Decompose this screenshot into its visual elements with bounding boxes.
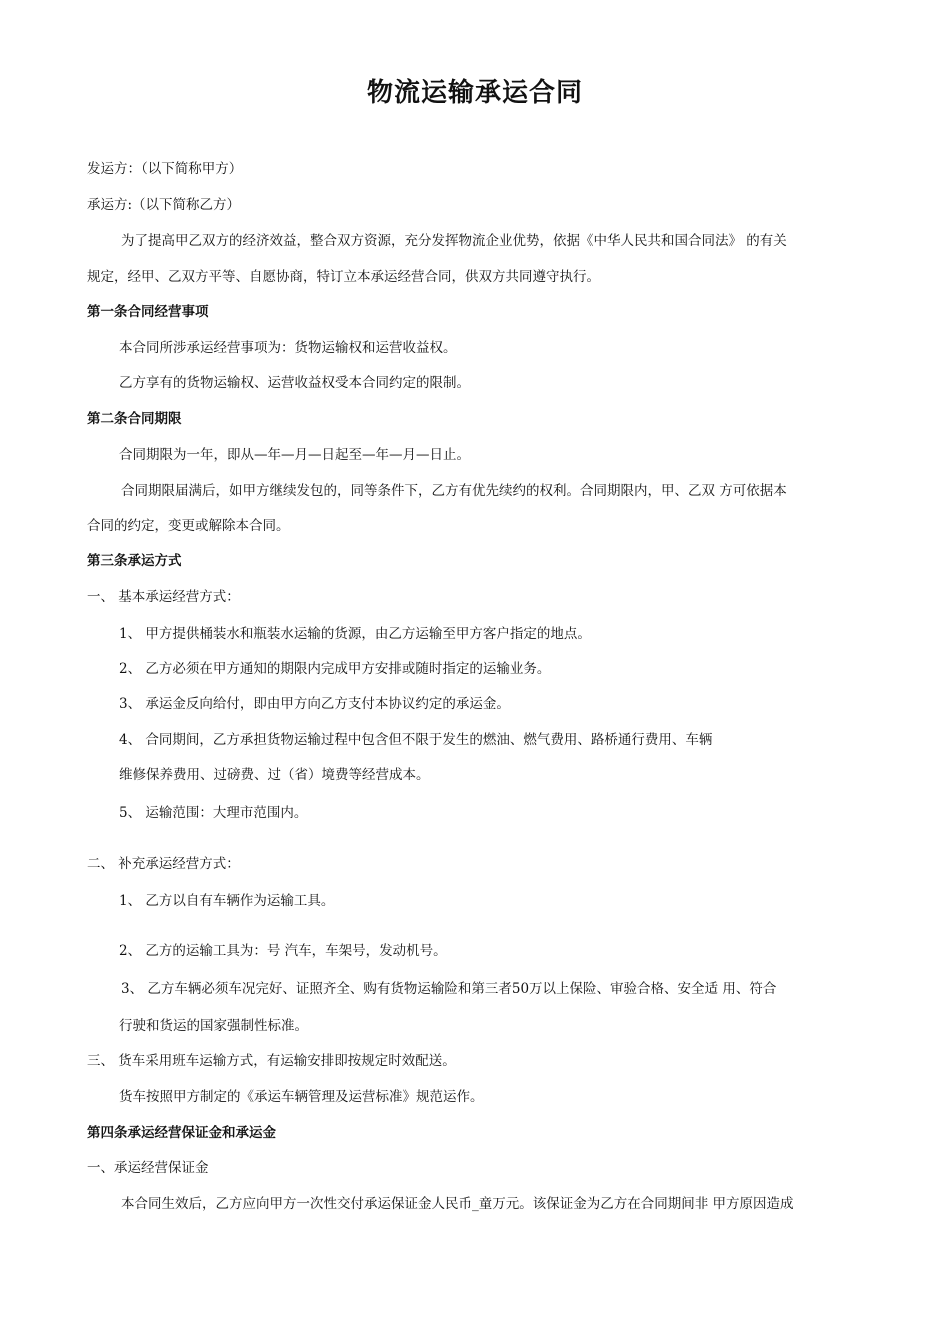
article-3-section-2-item-continuation: 行驶和货运的国家强制性标准。 bbox=[119, 1018, 308, 1034]
article-3-section-1-item: 2、 乙方必须在甲方通知的期限内完成甲方安排或随时指定的运输业务。 bbox=[119, 661, 551, 677]
article-4-section-1-title: 一、承运经营保证金 bbox=[87, 1160, 209, 1176]
article-3-section-1-title: 一、 基本承运经营方式： bbox=[87, 589, 240, 605]
article-4-heading: 第四条承运经营保证金和承运金 bbox=[87, 1125, 276, 1141]
article-3-section-3-title: 三、 货车采用班车运输方式，有运输安排即按规定时效配送。 bbox=[87, 1053, 456, 1069]
article-3-section-1-item: 5、 运输范围：大理市范围内。 bbox=[119, 805, 308, 821]
article-2-paragraph-2-line-2: 合同的约定，变更或解除本合同。 bbox=[87, 518, 290, 534]
article-3-section-2-item: 3、 乙方车辆必须车况完好、证照齐全、购有货物运输险和第三者50万以上保险、审验合格、安全适 用、符合 bbox=[121, 981, 777, 997]
party-a-line: 发运方：（以下简称甲方） bbox=[87, 161, 243, 177]
article-3-section-2-item: 1、 乙方以自有车辆作为运输工具。 bbox=[119, 893, 335, 909]
article-3-section-1-item: 1、 甲方提供桶装水和瓶装水运输的货源，由乙方运输至甲方客户指定的地点。 bbox=[119, 626, 591, 642]
article-3-section-2-item: 2、 乙方的运输工具为：号 汽车，车架号，发动机号。 bbox=[119, 943, 447, 959]
article-1-paragraph-1: 本合同所涉承运经营事项为：货物运输权和运营收益权。 bbox=[119, 340, 457, 356]
article-4-paragraph-1: 本合同生效后，乙方应向甲方一次性交付承运保证金人民币_童万元。该保证金为乙方在合同期间非 甲方原因造成 bbox=[121, 1196, 794, 1212]
article-2-paragraph-2-line-1: 合同期限届满后，如甲方继续发包的，同等条件下，乙方有优先续约的权利。合同期限内，甲、乙双 方可依据本 bbox=[121, 483, 787, 499]
intro-paragraph-line-1: 为了提高甲乙双方的经济效益，整合双方资源，充分发挥物流企业优势，依据《中华人民共和国合同法》 的有关 bbox=[121, 233, 787, 249]
article-3-heading: 第三条承运方式 bbox=[87, 553, 182, 569]
intro-paragraph-line-2: 规定，经甲、乙双方平等、自愿协商，特订立本承运经营合同，供双方共同遵守执行。 bbox=[87, 269, 600, 285]
article-3-section-2-title: 二、 补充承运经营方式： bbox=[87, 856, 240, 872]
article-1-paragraph-2: 乙方享有的货物运输权、运营收益权受本合同约定的限制。 bbox=[119, 375, 470, 391]
article-1-heading: 第一条合同经营事项 bbox=[87, 304, 209, 320]
article-3-section-1-item: 3、 承运金反向给付，即由甲方向乙方支付本协议约定的承运金。 bbox=[119, 696, 510, 712]
article-3-section-1-item: 4、 合同期间，乙方承担货物运输过程中包含但不限于发生的燃油、燃气费用、路桥通行费用、车辆 bbox=[119, 732, 713, 748]
article-3-section-3-paragraph: 货车按照甲方制定的《承运车辆管理及运营标准》规范运作。 bbox=[119, 1089, 484, 1105]
page-title: 物流运输承运合同 bbox=[366, 78, 583, 108]
article-3-section-1-item-continuation: 维修保养费用、过磅费、过（省）境费等经营成本。 bbox=[119, 767, 430, 783]
article-2-paragraph-1: 合同期限为一年，即从—年—月—日起至—年—月—日止。 bbox=[119, 447, 470, 463]
party-b-line: 承运方:（以下简称乙方） bbox=[87, 197, 241, 213]
article-2-heading: 第二条合同期限 bbox=[87, 411, 182, 427]
